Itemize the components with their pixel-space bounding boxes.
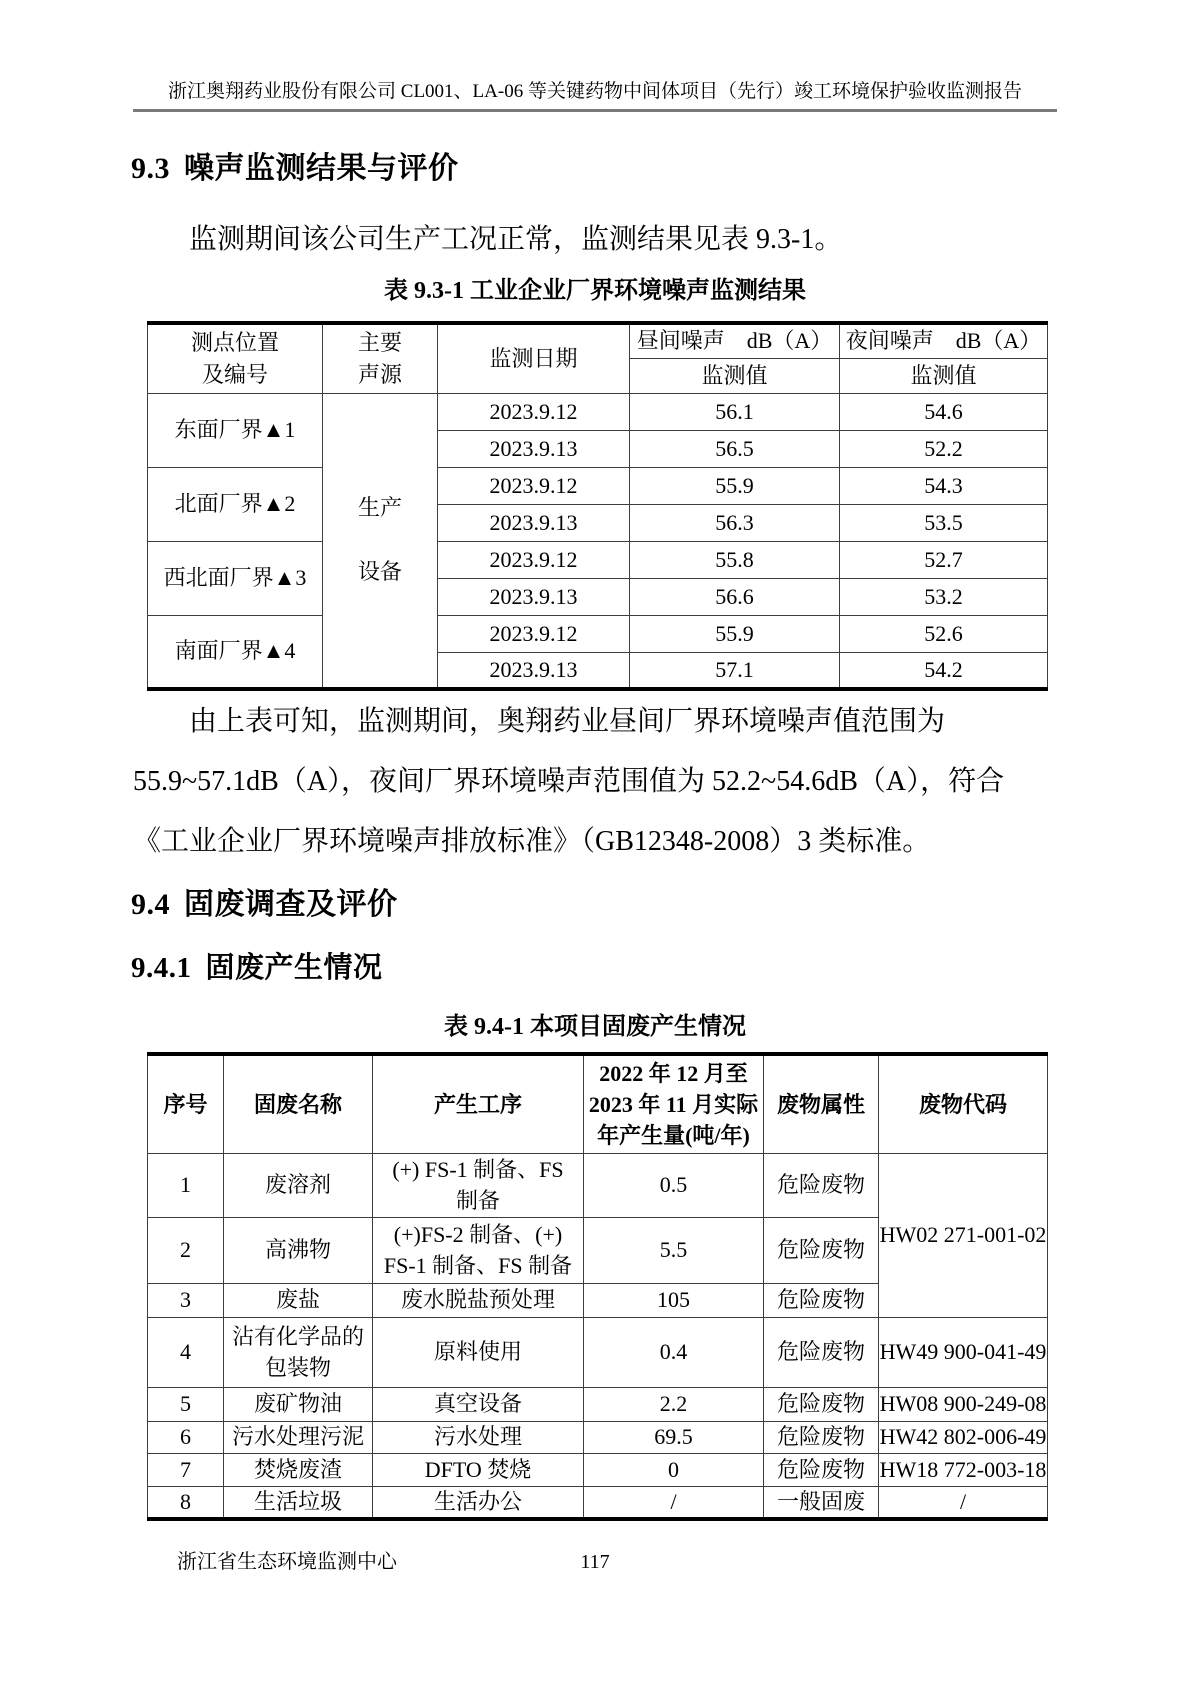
waste-table-caption: 表 9.4-1 本项目固废产生情况 <box>444 1014 746 1040</box>
waste-header-row <box>148 1054 1048 1153</box>
attribute-cell: 危险废物 <box>764 1317 879 1387</box>
section-heading-9-4-1 <box>131 950 1057 987</box>
process-cell: 废水脱盐预处理 <box>373 1283 584 1317</box>
day-value-cell: 56.6 <box>630 578 840 615</box>
paragraph-line: 《工业企业厂界环境噪声排放标准》（GB12348-2008）3 类标准。 <box>133 826 931 857</box>
amount-cell: 0 <box>584 1453 764 1486</box>
day-value-cell: 57.1 <box>630 652 840 689</box>
day-value-cell: 55.9 <box>630 467 840 504</box>
day-value-cell: 55.8 <box>630 541 840 578</box>
page-footer <box>133 1550 1057 1574</box>
waste-row <box>148 1387 1048 1421</box>
process-cell: 原料使用 <box>373 1317 584 1387</box>
header-code-cell: 废物代码 <box>879 1054 1048 1153</box>
waste-row <box>148 1317 1048 1387</box>
date-cell: 2023.9.12 <box>438 467 630 504</box>
process-cell: 生活办公 <box>373 1486 584 1519</box>
header-night-value-cell: 监测值 <box>840 358 1048 393</box>
intro-paragraph: 监测期间该公司生产工况正常，监测结果见表 9.3-1。 <box>189 224 843 255</box>
night-value-cell: 54.2 <box>840 652 1048 689</box>
attribute-cell: 危险废物 <box>764 1153 879 1217</box>
page-header <box>133 80 1057 112</box>
paragraph-line: 55.9~57.1dB（A），夜间厂界环境噪声范围值为 52.2~54.6dB（A），符合 <box>133 766 1005 797</box>
code-cell: HW49 900-041-49 <box>879 1317 1048 1387</box>
header-day-noise-cell: 昼间噪声 dB（A） <box>630 323 840 358</box>
date-cell: 2023.9.13 <box>438 652 630 689</box>
page-header-title: 浙江奥翔药业股份有限公司 CL001、LA-06 等关键药物中间体项目（先行）竣工环境保护验收监测报告 <box>168 81 1022 102</box>
no-cell: 5 <box>148 1387 224 1421</box>
waste-row <box>148 1153 1048 1217</box>
night-value-cell: 52.6 <box>840 615 1048 652</box>
name-cell: 废矿物油 <box>224 1387 373 1421</box>
location-cell: 东面厂界▲1 <box>148 393 323 467</box>
name-cell: 高沸物 <box>224 1217 373 1283</box>
noise-table-caption: 表 9.3-1 工业企业厂界环境噪声监测结果 <box>384 278 806 304</box>
source-line: 生产 <box>357 495 402 521</box>
waste-row <box>148 1486 1048 1519</box>
name-cell: 焚烧废渣 <box>224 1453 373 1486</box>
night-value-cell: 52.2 <box>840 430 1048 467</box>
attribute-cell: 危险废物 <box>764 1283 879 1317</box>
header-night-noise-cell: 夜间噪声 dB（A） <box>840 323 1048 358</box>
amount-cell: 5.5 <box>584 1217 764 1283</box>
attribute-cell: 危险废物 <box>764 1421 879 1453</box>
name-cell: 污水处理污泥 <box>224 1421 373 1453</box>
section-number: 9.4.1 <box>131 952 192 984</box>
amount-cell: 2.2 <box>584 1387 764 1421</box>
name-cell: 废溶剂 <box>224 1153 373 1217</box>
name-line: 沾有化学品的 <box>231 1324 364 1349</box>
day-value-cell: 56.3 <box>630 504 840 541</box>
process-cell: 污水处理 <box>373 1421 584 1453</box>
header-no-cell: 序号 <box>148 1054 224 1153</box>
header-name-cell: 固废名称 <box>224 1054 373 1153</box>
no-cell: 8 <box>148 1486 224 1519</box>
header-process-cell: 产生工序 <box>373 1054 584 1153</box>
header-attribute-cell: 废物属性 <box>764 1054 879 1153</box>
code-cell: HW18 772-003-18 <box>879 1453 1048 1486</box>
noise-row <box>148 541 1048 578</box>
night-value-cell: 54.6 <box>840 393 1048 430</box>
name-cell <box>224 1317 373 1387</box>
header-location-cell <box>148 323 323 393</box>
code-cell: HW08 900-249-08 <box>879 1387 1048 1421</box>
amount-cell: / <box>584 1486 764 1519</box>
section-title: 固废调查及评价 <box>184 888 398 921</box>
conclusion-paragraph <box>133 692 1057 872</box>
section-number: 9.4 <box>131 888 170 921</box>
date-cell: 2023.9.13 <box>438 504 630 541</box>
header-day-value-cell: 监测值 <box>630 358 840 393</box>
noise-monitoring-table <box>147 321 1048 691</box>
section-heading-9-3 <box>131 150 1057 188</box>
source-line: 设备 <box>357 559 402 585</box>
noise-source-cell <box>323 393 438 689</box>
section-title: 固废产生情况 <box>205 952 383 984</box>
footer-page-number: 117 <box>580 1551 610 1573</box>
amount-cell: 0.4 <box>584 1317 764 1387</box>
header-date-cell: 监测日期 <box>438 323 630 393</box>
no-cell: 2 <box>148 1217 224 1283</box>
noise-row <box>148 393 1048 430</box>
code-cell: HW42 802-006-49 <box>879 1421 1048 1453</box>
process-line: FS-1 制备、FS 制备 <box>383 1253 573 1278</box>
amount-cell: 105 <box>584 1283 764 1317</box>
name-line: 包装物 <box>264 1355 331 1380</box>
waste-row <box>148 1453 1048 1486</box>
no-cell: 7 <box>148 1453 224 1486</box>
header-location-line: 测点位置 <box>190 329 279 355</box>
process-line: (+) FS-1 制备、FS <box>392 1157 564 1182</box>
code-cell: / <box>879 1486 1048 1519</box>
section-title: 噪声监测结果与评价 <box>184 152 459 185</box>
solid-waste-table <box>147 1052 1048 1521</box>
code-cell-merged: HW02 271-001-02 <box>879 1153 1048 1317</box>
header-amount-line: 年产生量(吨/年) <box>597 1122 750 1148</box>
header-source-line: 主要 <box>357 329 402 355</box>
attribute-cell: 危险废物 <box>764 1387 879 1421</box>
process-cell: 真空设备 <box>373 1387 584 1421</box>
night-value-cell: 52.7 <box>840 541 1048 578</box>
night-value-cell: 53.2 <box>840 578 1048 615</box>
name-cell: 废盐 <box>224 1283 373 1317</box>
paragraph-line: 由上表可知，监测期间，奥翔药业昼间厂界环境噪声值范围为 <box>189 706 946 737</box>
attribute-cell: 危险废物 <box>764 1453 879 1486</box>
day-value-cell: 56.5 <box>630 430 840 467</box>
process-cell: DFTO 焚烧 <box>373 1453 584 1486</box>
attribute-cell: 一般固废 <box>764 1486 879 1519</box>
night-value-cell: 54.3 <box>840 467 1048 504</box>
process-cell <box>373 1217 584 1283</box>
amount-cell: 69.5 <box>584 1421 764 1453</box>
date-cell: 2023.9.13 <box>438 430 630 467</box>
header-source-cell <box>323 323 438 393</box>
no-cell: 3 <box>148 1283 224 1317</box>
header-source-line: 声源 <box>357 361 402 387</box>
section-number: 9.3 <box>131 152 170 185</box>
section-heading-9-4 <box>131 886 1057 924</box>
no-cell: 4 <box>148 1317 224 1387</box>
date-cell: 2023.9.12 <box>438 615 630 652</box>
attribute-cell: 危险废物 <box>764 1217 879 1283</box>
date-cell: 2023.9.12 <box>438 541 630 578</box>
amount-cell: 0.5 <box>584 1153 764 1217</box>
footer-organization: 浙江省生态环境监测中心 <box>177 1551 397 1573</box>
night-value-cell: 53.5 <box>840 504 1048 541</box>
waste-row <box>148 1421 1048 1453</box>
noise-row <box>148 615 1048 652</box>
date-cell: 2023.9.12 <box>438 393 630 430</box>
location-cell: 南面厂界▲4 <box>148 615 323 689</box>
header-amount-line: 2022 年 12 月至 <box>599 1060 748 1086</box>
process-line: 制备 <box>455 1188 500 1213</box>
location-cell: 西北面厂界▲3 <box>148 541 323 615</box>
header-amount-line: 2023 年 11 月实际 <box>588 1091 759 1117</box>
no-cell: 1 <box>148 1153 224 1217</box>
process-line: (+)FS-2 制备、(+) <box>393 1222 563 1247</box>
date-cell: 2023.9.13 <box>438 578 630 615</box>
header-amount-cell <box>584 1054 764 1153</box>
day-value-cell: 55.9 <box>630 615 840 652</box>
day-value-cell: 56.1 <box>630 393 840 430</box>
process-cell <box>373 1153 584 1217</box>
no-cell: 6 <box>148 1421 224 1453</box>
noise-row <box>148 467 1048 504</box>
location-cell: 北面厂界▲2 <box>148 467 323 541</box>
header-location-line: 及编号 <box>201 361 268 387</box>
name-cell: 生活垃圾 <box>224 1486 373 1519</box>
noise-header-row-1 <box>148 323 1048 358</box>
